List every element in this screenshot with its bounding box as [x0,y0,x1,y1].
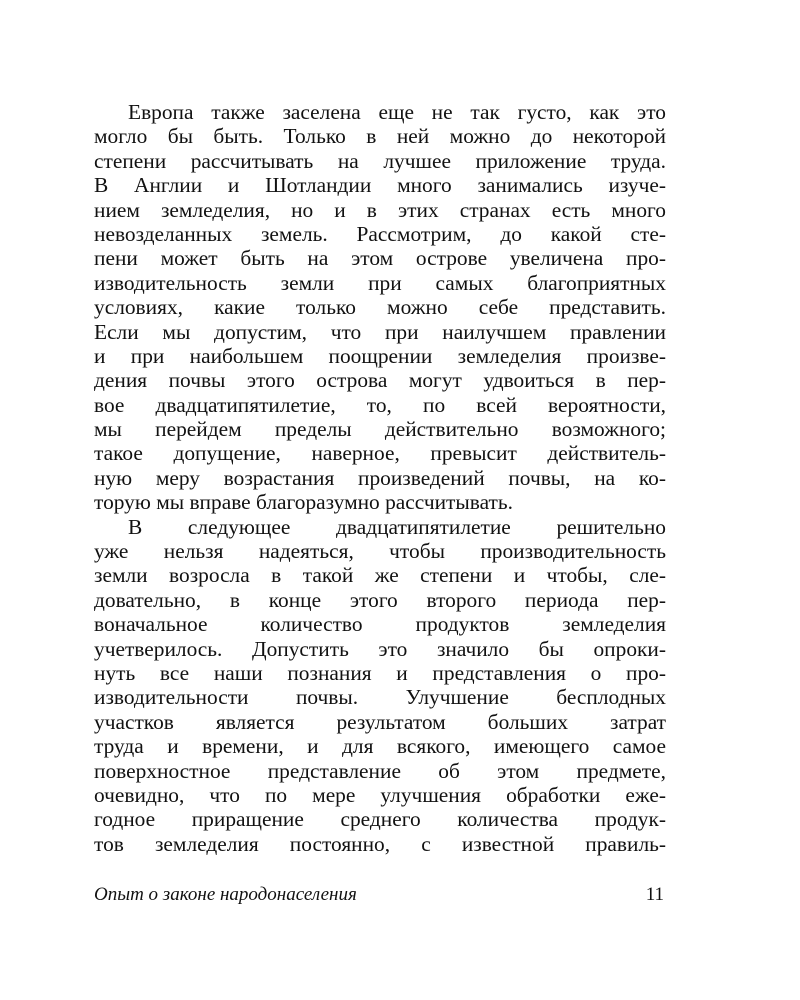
text-line: изводительность земли при самых благоприятных [94,270,666,295]
text-line: В Англии и Шотландии много занимались изуче- [94,173,666,198]
text-line: такое допущение, наверное, превысит действитель- [94,441,666,466]
text-line: тов земледелия постоянно, с известной правиль- [94,831,666,856]
text-line: мы перейдем пределы действительно возможного; [94,417,666,442]
text-line: степени рассчитывать на лучшее приложение труда. [94,148,666,173]
text-line: вое двадцатипятилетие, то, по всей вероятности, [94,392,666,417]
text-line: Европа также заселена еще не так густо, как это [128,100,666,124]
text-line: торую мы вправе благоразумно рассчитывать. [94,490,513,515]
text-line: Если мы допустим, что при наилучшем правлении [94,319,666,344]
body-text [94,100,666,856]
text-line: земли возросла в такой же степени и чтобы, сле- [94,563,666,588]
text-line: довательно, в конце этого второго периода пер- [94,587,666,612]
text-line: труда и времени, и для всякого, имеющего самое [94,734,666,759]
text-line: невозделанных земель. Рассмотрим, до какой сте- [94,221,666,246]
text-line: ную меру возрастания произведений почвы, на ко- [94,465,666,490]
page-footer [94,884,666,910]
running-title: Опыт о законе народонаселения [94,884,357,905]
text-line: уже нельзя надеяться, чтобы производительность [94,539,666,564]
text-line: нуть все наши познания и представления о про- [94,660,666,685]
text-line: нием земледелия, но и в этих странах есть много [94,197,666,222]
text-line: учетверилось. Допустить это значило бы опроки- [94,636,666,661]
text-line: условиях, какие только можно себе представить. [94,295,666,320]
text-line: годное приращение среднего количества продук- [94,807,666,832]
text-line: пени может быть на этом острове увеличена про- [94,246,666,271]
text-line: участков является результатом больших затрат [94,709,666,734]
text-line: и при наибольшем поощрении земледелия произве- [94,343,666,368]
text-line: воначальное количество продуктов земледелия [94,612,666,637]
text-line: дения почвы этого острова могут удвоиться в пер- [94,368,666,393]
text-line: могло бы быть. Только в ней можно до некоторой [94,124,666,149]
text-line: очевидно, что по мере улучшения обработки еже- [94,782,666,807]
text-line: поверхностное представление об этом предмете, [94,758,666,783]
text-line: изводительности почвы. Улучшение бесплодных [94,685,666,710]
page-number: 11 [645,884,664,905]
text-line: В следующее двадцатипятилетие решительно [128,514,666,539]
